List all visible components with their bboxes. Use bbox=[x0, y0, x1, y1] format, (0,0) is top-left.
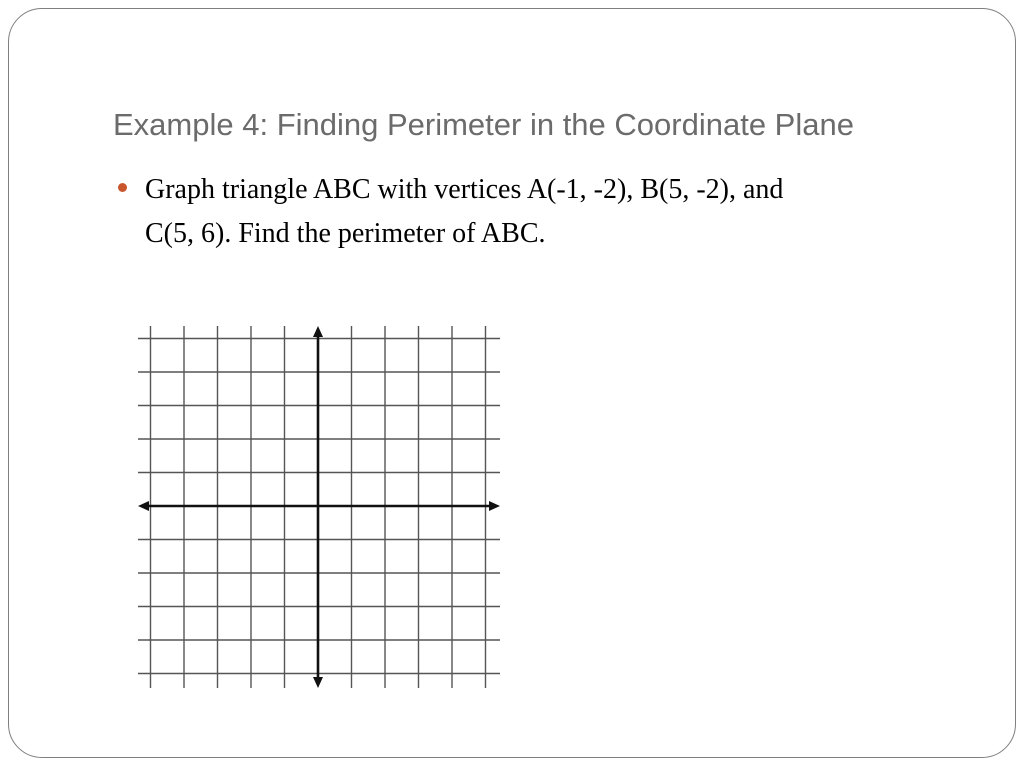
y-axis-up-arrow-icon bbox=[313, 326, 323, 337]
x-axis-right-arrow-icon bbox=[489, 501, 500, 511]
coordinate-grid bbox=[134, 320, 504, 692]
bullet-dot-icon bbox=[118, 183, 127, 192]
y-axis-down-arrow-icon bbox=[313, 677, 323, 688]
x-axis-left-arrow-icon bbox=[138, 501, 149, 511]
bullet-text-line-2: C(5, 6). Find the perimeter of ABC. bbox=[145, 218, 546, 249]
axes bbox=[138, 326, 500, 688]
slide-title: Example 4: Finding Perimeter in the Coordinate Plane bbox=[113, 107, 854, 142]
bullet-text bbox=[145, 168, 925, 256]
bullet-text-line-1: Graph triangle ABC with vertices A(-1, -2), B(5, -2), and bbox=[145, 174, 784, 205]
